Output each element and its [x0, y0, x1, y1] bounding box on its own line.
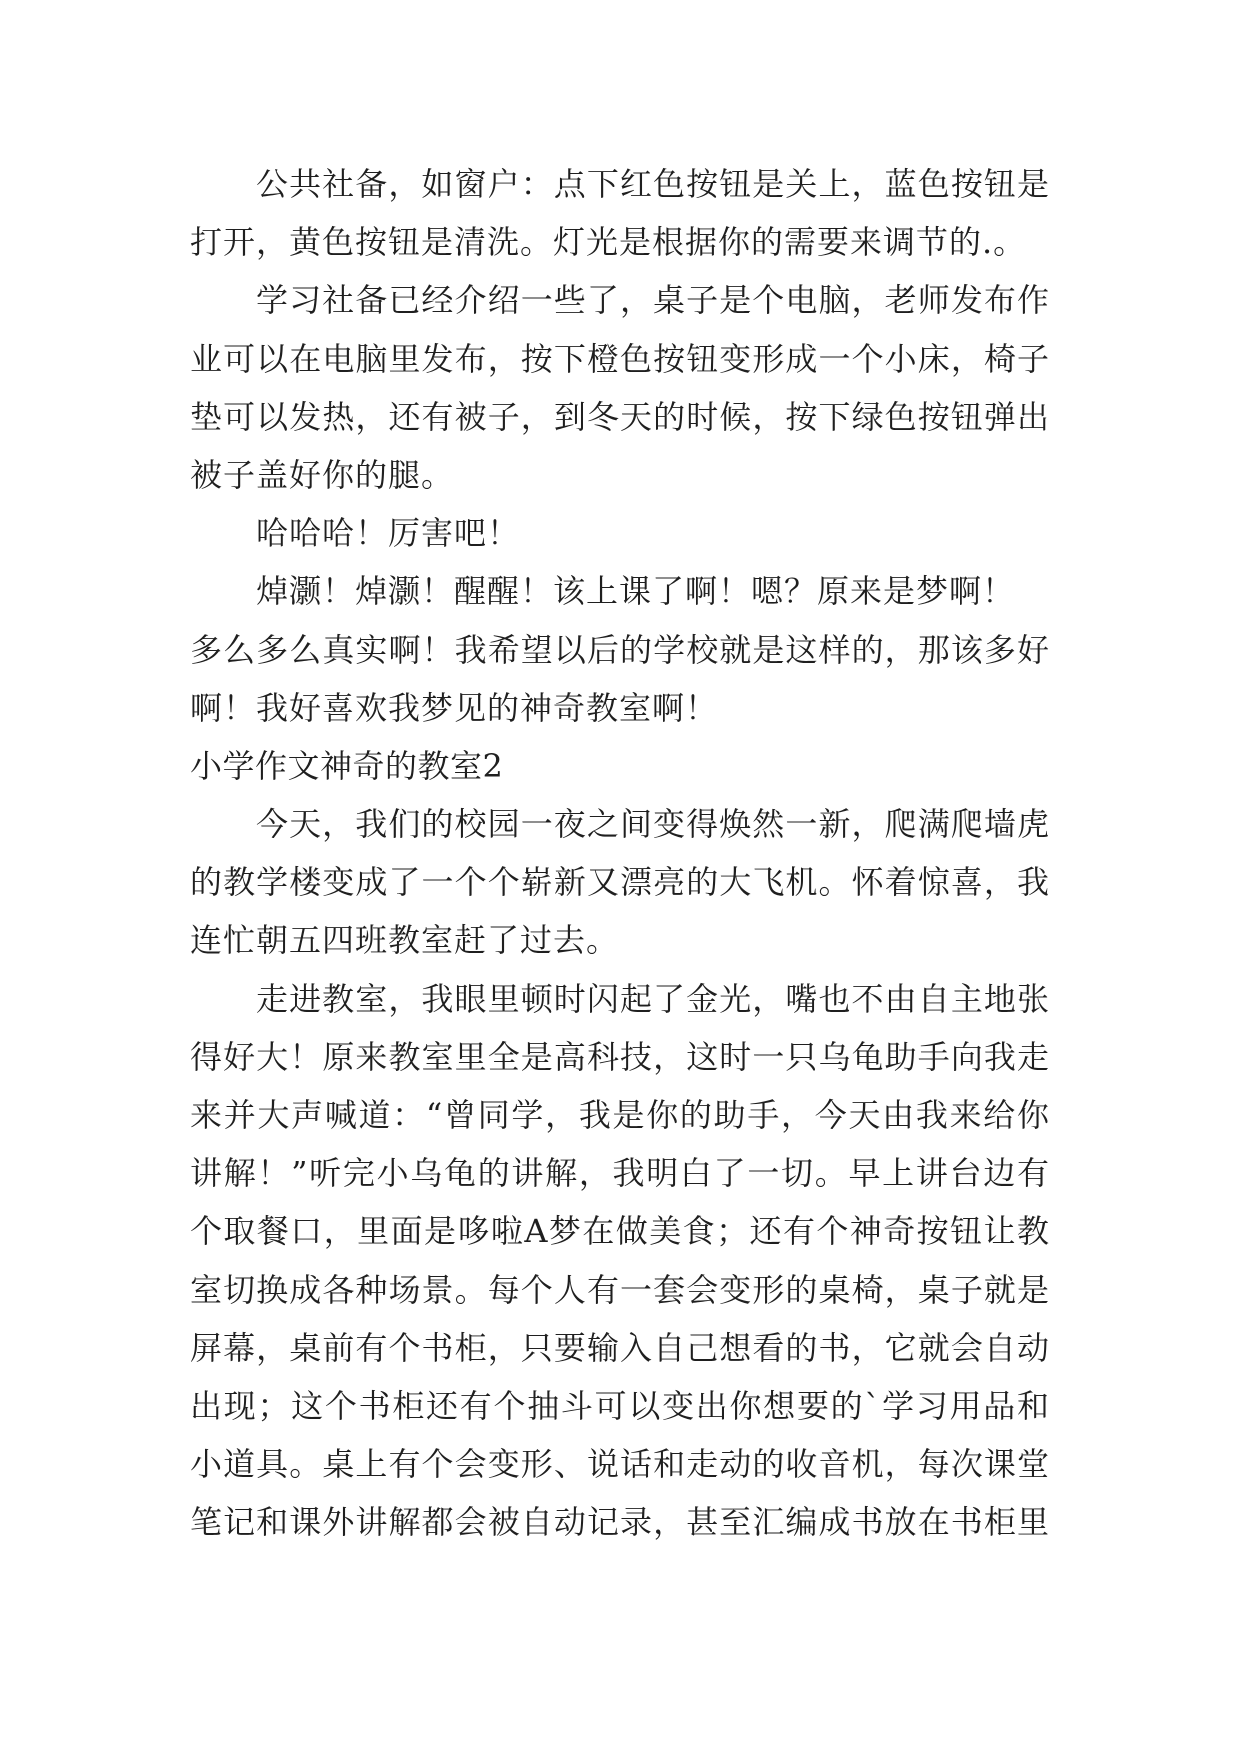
text-line: 小道具。桌上有个会变形、说话和走动的收音机，每次课堂 — [190, 1445, 1050, 1484]
text-line: 多么多么真实啊！我希望以后的学校就是这样的，那该多好 — [190, 630, 1050, 669]
text-line: 来并大声喊道：“曾同学，我是你的助手，今天由我来给你 — [190, 1096, 1050, 1134]
text-line: 今天，我们的校园一夜之间变得焕然一新，爬满爬墙虎 — [256, 805, 1050, 844]
text-line: 公共社备，如窗户：点下红色按钮是关上，蓝色按钮是 — [256, 165, 1050, 203]
paragraph — [190, 271, 1050, 504]
document-body — [190, 155, 1050, 1552]
text-line: 学习社备已经介绍一些了，桌子是个电脑，老师发布作 — [256, 281, 1050, 320]
text-line: 屏幕，桌前有个书柜，只要输入自己想看的书，它就会自动 — [190, 1328, 1050, 1367]
paragraph — [190, 795, 1050, 970]
text-line: 的教学楼变成了一个个崭新又漂亮的大飞机。怀着惊喜，我 — [190, 863, 1050, 902]
paragraph — [190, 155, 1050, 271]
text-line: 出现；这个书柜还有个抽斗可以变出你想要的`学习用品和 — [190, 1386, 1050, 1425]
text-line: 走进教室，我眼里顿时闪起了金光，嘴也不由自主地张 — [256, 979, 1050, 1018]
paragraph — [190, 562, 1050, 737]
text-line: 啊！我好喜欢我梦见的神奇教室啊！ — [190, 688, 719, 727]
text-line: 被子盖好你的腿。 — [190, 455, 455, 494]
text-line: 得好大！原来教室里全是高科技，这时一只乌龟助手向我走 — [190, 1037, 1050, 1076]
text-line: 业可以在电脑里发布，按下橙色按钮变形成一个小床，椅子 — [190, 339, 1050, 378]
text-line: 室切换成各种场景。每个人有一套会变形的桌椅，桌子就是 — [190, 1270, 1050, 1309]
text-line: 连忙朝五四班教室赶了过去。 — [190, 921, 620, 960]
text-line: 打开，黄色按钮是清洗。灯光是根据你的需要来调节的.。 — [190, 223, 1027, 262]
text-line: 垫可以发热，还有被子，到冬天的时候，按下绿色按钮弹出 — [190, 397, 1050, 436]
text-line: 焯灏！焯灏！醒醒！该上课了啊！嗯？原来是梦啊！ — [256, 572, 1016, 611]
text-line: 哈哈哈！厉害吧！ — [256, 514, 521, 553]
paragraph — [190, 504, 1050, 562]
text-line: 讲解！”听完小乌龟的讲解，我明白了一切。早上讲台边有 — [190, 1154, 1050, 1193]
text-line: 笔记和课外讲解都会被自动记录，甚至汇编成书放在书柜里 — [190, 1503, 1050, 1542]
paragraph — [190, 970, 1050, 1552]
section-title: 小学作文神奇的教室2 — [190, 746, 504, 785]
text-line: 个取餐口，里面是哆啦A梦在做美食；还有个神奇按钮让教 — [190, 1212, 1050, 1251]
